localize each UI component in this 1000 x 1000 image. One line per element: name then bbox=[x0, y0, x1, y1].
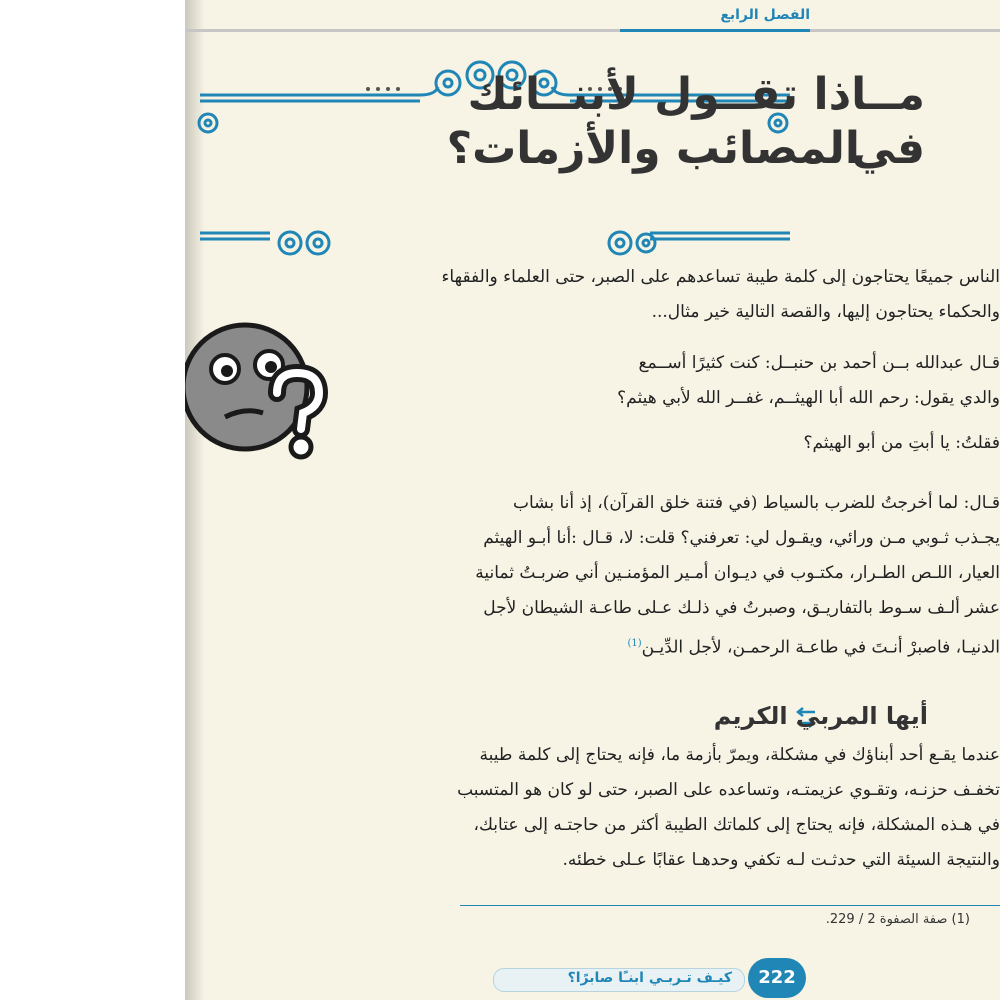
intro-paragraph bbox=[270, 260, 1000, 330]
advice-paragraph bbox=[240, 738, 1000, 878]
book-page bbox=[185, 0, 1000, 1000]
book-title: كيـف تـربـي ابنـًا صابرًا؟ bbox=[567, 970, 732, 986]
text-line: قـال عبدالله بــن أحمد بن حنبــل: كنت كثيرًا أســمع bbox=[638, 353, 1000, 373]
chapter-label: الفصل الرابع bbox=[720, 7, 810, 23]
text-line: الناس جميعًا يحتاجون إلى كلمة طيبة تساعدهم على الصبر، حتى العلماء والفقهاء bbox=[441, 267, 1000, 287]
story-paragraph bbox=[240, 486, 1000, 666]
text-line: العيار، اللـص الطـرار، مكتـوب في ديـوان أمـير المؤمنـين أني ضربـتُ ثمانية bbox=[475, 563, 1000, 583]
text-line: والدي يقول: رحم الله أبا الهيثــم، غفــر الله لأبي هيثم؟ bbox=[617, 388, 1000, 408]
text-line: والنتيجة السيئة التي حدثـت لـه تكفي وحدهـا عقابًا عـلى خطئه. bbox=[562, 850, 1000, 870]
text-line: عشر ألـف سـوط بالتفاريـق، وصبرتُ في ذلـك عـلى طاعـة الشيطان لأجل bbox=[483, 598, 1000, 618]
text-line: قـال: لما أخرجتُ للضرب بالسياط (في فتنة خلق القرآن)، إذ أنا بشاب bbox=[513, 493, 1000, 513]
footnote-rule bbox=[460, 905, 1000, 906]
header-rule bbox=[185, 29, 1000, 32]
footer-banner bbox=[493, 968, 745, 992]
page-number: 222 bbox=[748, 958, 806, 998]
story-last-line: الدنيـا، فاصبرْ أنـتَ في طاعـة الرحمـن، لأجل الدِّيـن bbox=[641, 637, 1000, 658]
text-line: عندما يقـع أحد أبناؤك في مشكلة، ويمرّ بأزمة ما، فإنه يحتاج إلى كلمة طيبة bbox=[479, 745, 1000, 765]
thinking-face-icon bbox=[185, 305, 335, 465]
title-line-2: المصائب والأزمات؟ bbox=[446, 123, 860, 174]
header-rule-accent bbox=[620, 29, 810, 32]
footnote-marker: (1) bbox=[627, 638, 642, 649]
text-line: فقلتُ: يا أبتِ من أبو الهيثم؟ bbox=[803, 433, 1000, 453]
footnote: (1) صفة الصفوة 2 / 229. bbox=[825, 912, 970, 927]
text-line: في هـذه المشكلة، فإنه يحتاج إلى كلماتك الطيبة أكثر من حاجتـه إلى عتابك، bbox=[473, 815, 1000, 835]
title-line-1: مــاذا تقــول لأبنــائك في bbox=[467, 69, 925, 174]
section-heading: أيها المربي الكريم bbox=[713, 702, 928, 730]
quote-paragraph bbox=[470, 346, 1000, 416]
text-line: والحكماء يحتاجون إليها، والقصة التالية خير مثال... bbox=[651, 302, 1000, 322]
text-line: يجـذب ثـوبي مـن ورائي، ويقـول لي: تعرفني؟ قلت: لا، قـال :أنا أبـو الهيثم bbox=[483, 528, 1000, 548]
question-paragraph bbox=[550, 426, 1000, 461]
text-line bbox=[240, 626, 1000, 666]
text-line: تخفـف حزنـه، وتقـوي عزيمتـه، وتساعده على الصبر، حتى لو كان هو المتسبب bbox=[457, 780, 1000, 800]
